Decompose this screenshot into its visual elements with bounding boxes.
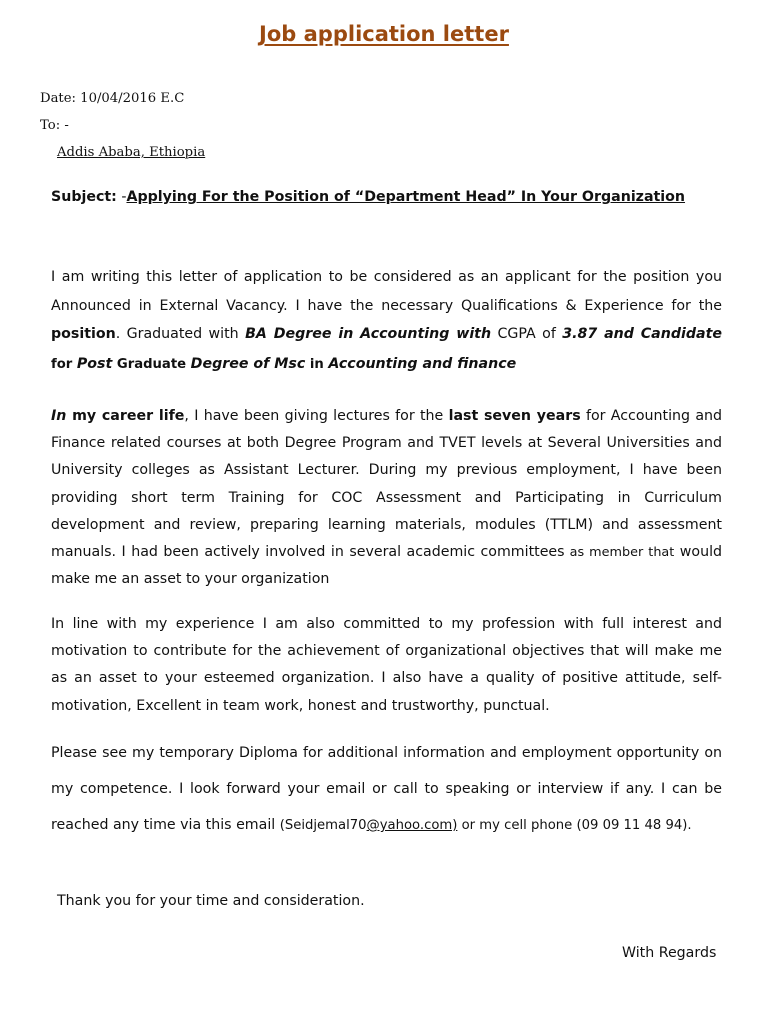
subject-label: Subject: bbox=[51, 189, 117, 205]
text: would make me an asset to your organization bbox=[51, 544, 723, 588]
text-small: as member that bbox=[564, 545, 675, 561]
text-bold: last seven years bbox=[448, 408, 581, 424]
email-prefix: (Seidjemal70 bbox=[279, 818, 367, 833]
paragraph-career bbox=[51, 403, 722, 593]
email-link[interactable]: @yahoo.com) bbox=[366, 818, 458, 833]
paragraph-motivation: In line with my experience I am also committed to my profession with full interest and motivation to contribute for the achievement of organizational objectives that will make me as an asset to your esteemed organization. I also have a quality of positive attitude, self-motivation, Excellent in team work, honest and trustworthy, punctual. bbox=[51, 616, 722, 714]
text: . Graduated with bbox=[115, 326, 246, 342]
text-bold-italic: 3.87 and Candidate bbox=[562, 326, 723, 342]
recipient-city: Addis Ababa, Ethiopia bbox=[57, 145, 206, 160]
text-bold-italic: In bbox=[51, 408, 67, 424]
letter-title: Job application letter bbox=[259, 22, 509, 46]
text-small: for bbox=[51, 356, 77, 372]
closing-thanks: Thank you for your time and consideration. bbox=[57, 893, 365, 909]
text: CGPA of bbox=[491, 326, 563, 342]
text: , I have been giving lectures for the bbox=[184, 408, 449, 424]
text: Please see my temporary Diploma for additional information and employment opportunity on my competence. I look forward your email or call to speaking or interview if any. I can be reached any time via this email bbox=[51, 745, 722, 833]
text-bold: my career life bbox=[66, 408, 185, 424]
phone-text: or my cell phone (09 09 11 48 94). bbox=[457, 818, 692, 833]
text-small: Graduate bbox=[112, 356, 191, 372]
letter-recipient: To: - bbox=[40, 118, 69, 133]
subject-line bbox=[51, 184, 722, 211]
text-bold-italic: Degree of Msc bbox=[190, 355, 306, 372]
text-small: in bbox=[305, 356, 329, 372]
paragraph-introduction bbox=[51, 263, 722, 379]
letter-date: Date: 10/04/2016 E.C bbox=[40, 91, 185, 106]
text-bold-italic: BA Degree in Accounting with bbox=[245, 326, 492, 342]
paragraph-contact bbox=[51, 735, 722, 844]
text: I am writing this letter of application to be considered as an applicant for the position you Announced in External Vacancy. I have the necessary Qualifications & Experience for the bbox=[51, 269, 722, 314]
text-bold-italic: Post bbox=[76, 355, 113, 372]
subject-text: Applying For the Position of “Department Head” In Your Organization bbox=[126, 189, 686, 205]
subject-dash: - bbox=[116, 189, 127, 205]
text: for Accounting and Finance related courses at both Degree Program and TVET levels at Several Universities and University colleges as Assistant Lecturer. During my previous employment, I have been providing short term Training for COC Assessment and Participating in Curriculum development and review, preparing learning materials, modules (TTLM) and assessment manuals. I had been actively involved in several academic committees bbox=[51, 408, 723, 561]
closing-regards: With Regards bbox=[622, 945, 717, 961]
text-bold-italic: Accounting and finance bbox=[328, 355, 517, 372]
text-bold: position bbox=[51, 326, 116, 342]
